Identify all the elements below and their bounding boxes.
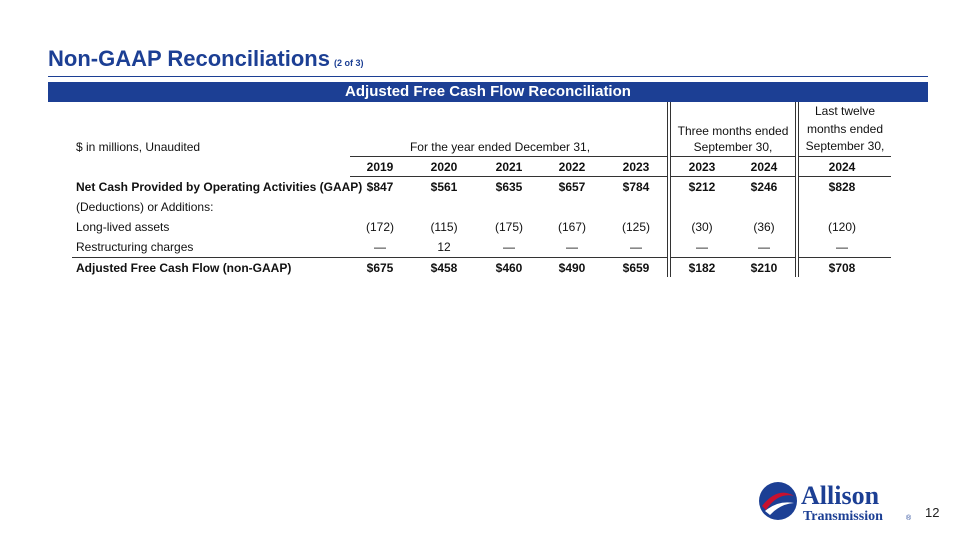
table-cell: (115) xyxy=(430,220,458,234)
table-cell: (125) xyxy=(621,220,650,234)
title-rule xyxy=(48,76,928,77)
table-cell: $182 xyxy=(688,261,716,275)
row-label: Adjusted Free Cash Flow (non-GAAP) xyxy=(76,261,292,275)
table-cell: $657 xyxy=(558,180,586,194)
logo-mark: ® xyxy=(906,515,912,522)
table-cell: $659 xyxy=(622,261,650,275)
table-cell: $675 xyxy=(366,261,394,275)
table-cell: $458 xyxy=(430,261,458,275)
table-cell: $561 xyxy=(430,180,458,194)
three-months-header-2: September 30, xyxy=(693,140,773,154)
table-cell: (36) xyxy=(753,220,775,234)
total-rule xyxy=(72,257,667,258)
table-cell: (167) xyxy=(557,220,586,234)
table-cell: $847 xyxy=(366,180,394,194)
table-cell: — xyxy=(374,240,386,254)
table-cell: (120) xyxy=(827,220,856,234)
row-label: Net Cash Provided by Operating Activities (GAAP) xyxy=(76,180,363,194)
separator-line xyxy=(795,102,796,277)
year-underline xyxy=(799,176,891,177)
table-cell: $212 xyxy=(688,180,716,194)
table-cell: — xyxy=(758,240,770,254)
table-cell: (172) xyxy=(365,220,394,234)
table-cell: (175) xyxy=(494,220,523,234)
year-underline xyxy=(671,176,795,177)
table-cell: 12 xyxy=(437,240,451,254)
page-number: 12 xyxy=(925,505,940,520)
year-header: 2024 xyxy=(750,160,778,174)
total-rule xyxy=(671,257,795,258)
page-title-text: Non-GAAP Reconciliations xyxy=(48,46,330,71)
table-cell: $246 xyxy=(750,180,778,194)
separator-line xyxy=(667,102,668,277)
logo-circle-icon xyxy=(759,482,797,520)
table-cell: $708 xyxy=(828,261,856,275)
page-title-sub: (2 of 3) xyxy=(333,58,364,68)
table-cell: — xyxy=(696,240,708,254)
table-cell: — xyxy=(630,240,642,254)
header-underline xyxy=(671,156,795,157)
year-header: 2023 xyxy=(688,160,716,174)
units-header: $ in millions, Unaudited xyxy=(76,140,201,154)
logo-name: Allison xyxy=(801,481,880,510)
three-months-header-1: Three months ended xyxy=(677,124,789,138)
table-cell: (30) xyxy=(691,220,713,234)
table-cell: $210 xyxy=(750,261,778,275)
year-header: 2019 xyxy=(366,160,394,174)
table-cell: — xyxy=(503,240,515,254)
ltm-header-1: Last twelve xyxy=(814,104,876,118)
table-cell: — xyxy=(566,240,578,254)
year-header: 2023 xyxy=(622,160,650,174)
table-cell: — xyxy=(836,240,848,254)
total-rule xyxy=(799,257,891,258)
year-header: 2022 xyxy=(558,160,586,174)
year-underline xyxy=(350,176,667,177)
table-cell: $635 xyxy=(495,180,523,194)
logo-sub: Transmission xyxy=(803,509,883,524)
page-title xyxy=(48,46,363,72)
row-label: (Deductions) or Additions: xyxy=(76,200,214,214)
year-header: 2020 xyxy=(430,160,458,174)
ltm-header-3: September 30, xyxy=(805,139,885,153)
header-underline xyxy=(350,156,667,157)
table-cell: $828 xyxy=(828,180,856,194)
allison-logo xyxy=(756,478,921,524)
header-underline xyxy=(799,156,891,157)
row-label: Restructuring charges xyxy=(76,240,194,254)
table-cell: $460 xyxy=(495,261,523,275)
year-header: 2024 xyxy=(828,160,856,174)
year-header: 2021 xyxy=(495,160,523,174)
table-cell: $490 xyxy=(558,261,586,275)
table-cell: $784 xyxy=(622,180,650,194)
table-banner: Adjusted Free Cash Flow Reconciliation xyxy=(48,82,928,102)
row-label: Long-lived assets xyxy=(76,220,170,234)
ltm-header-2: months ended xyxy=(806,122,884,136)
year-group-header: For the year ended December 31, xyxy=(409,140,591,154)
